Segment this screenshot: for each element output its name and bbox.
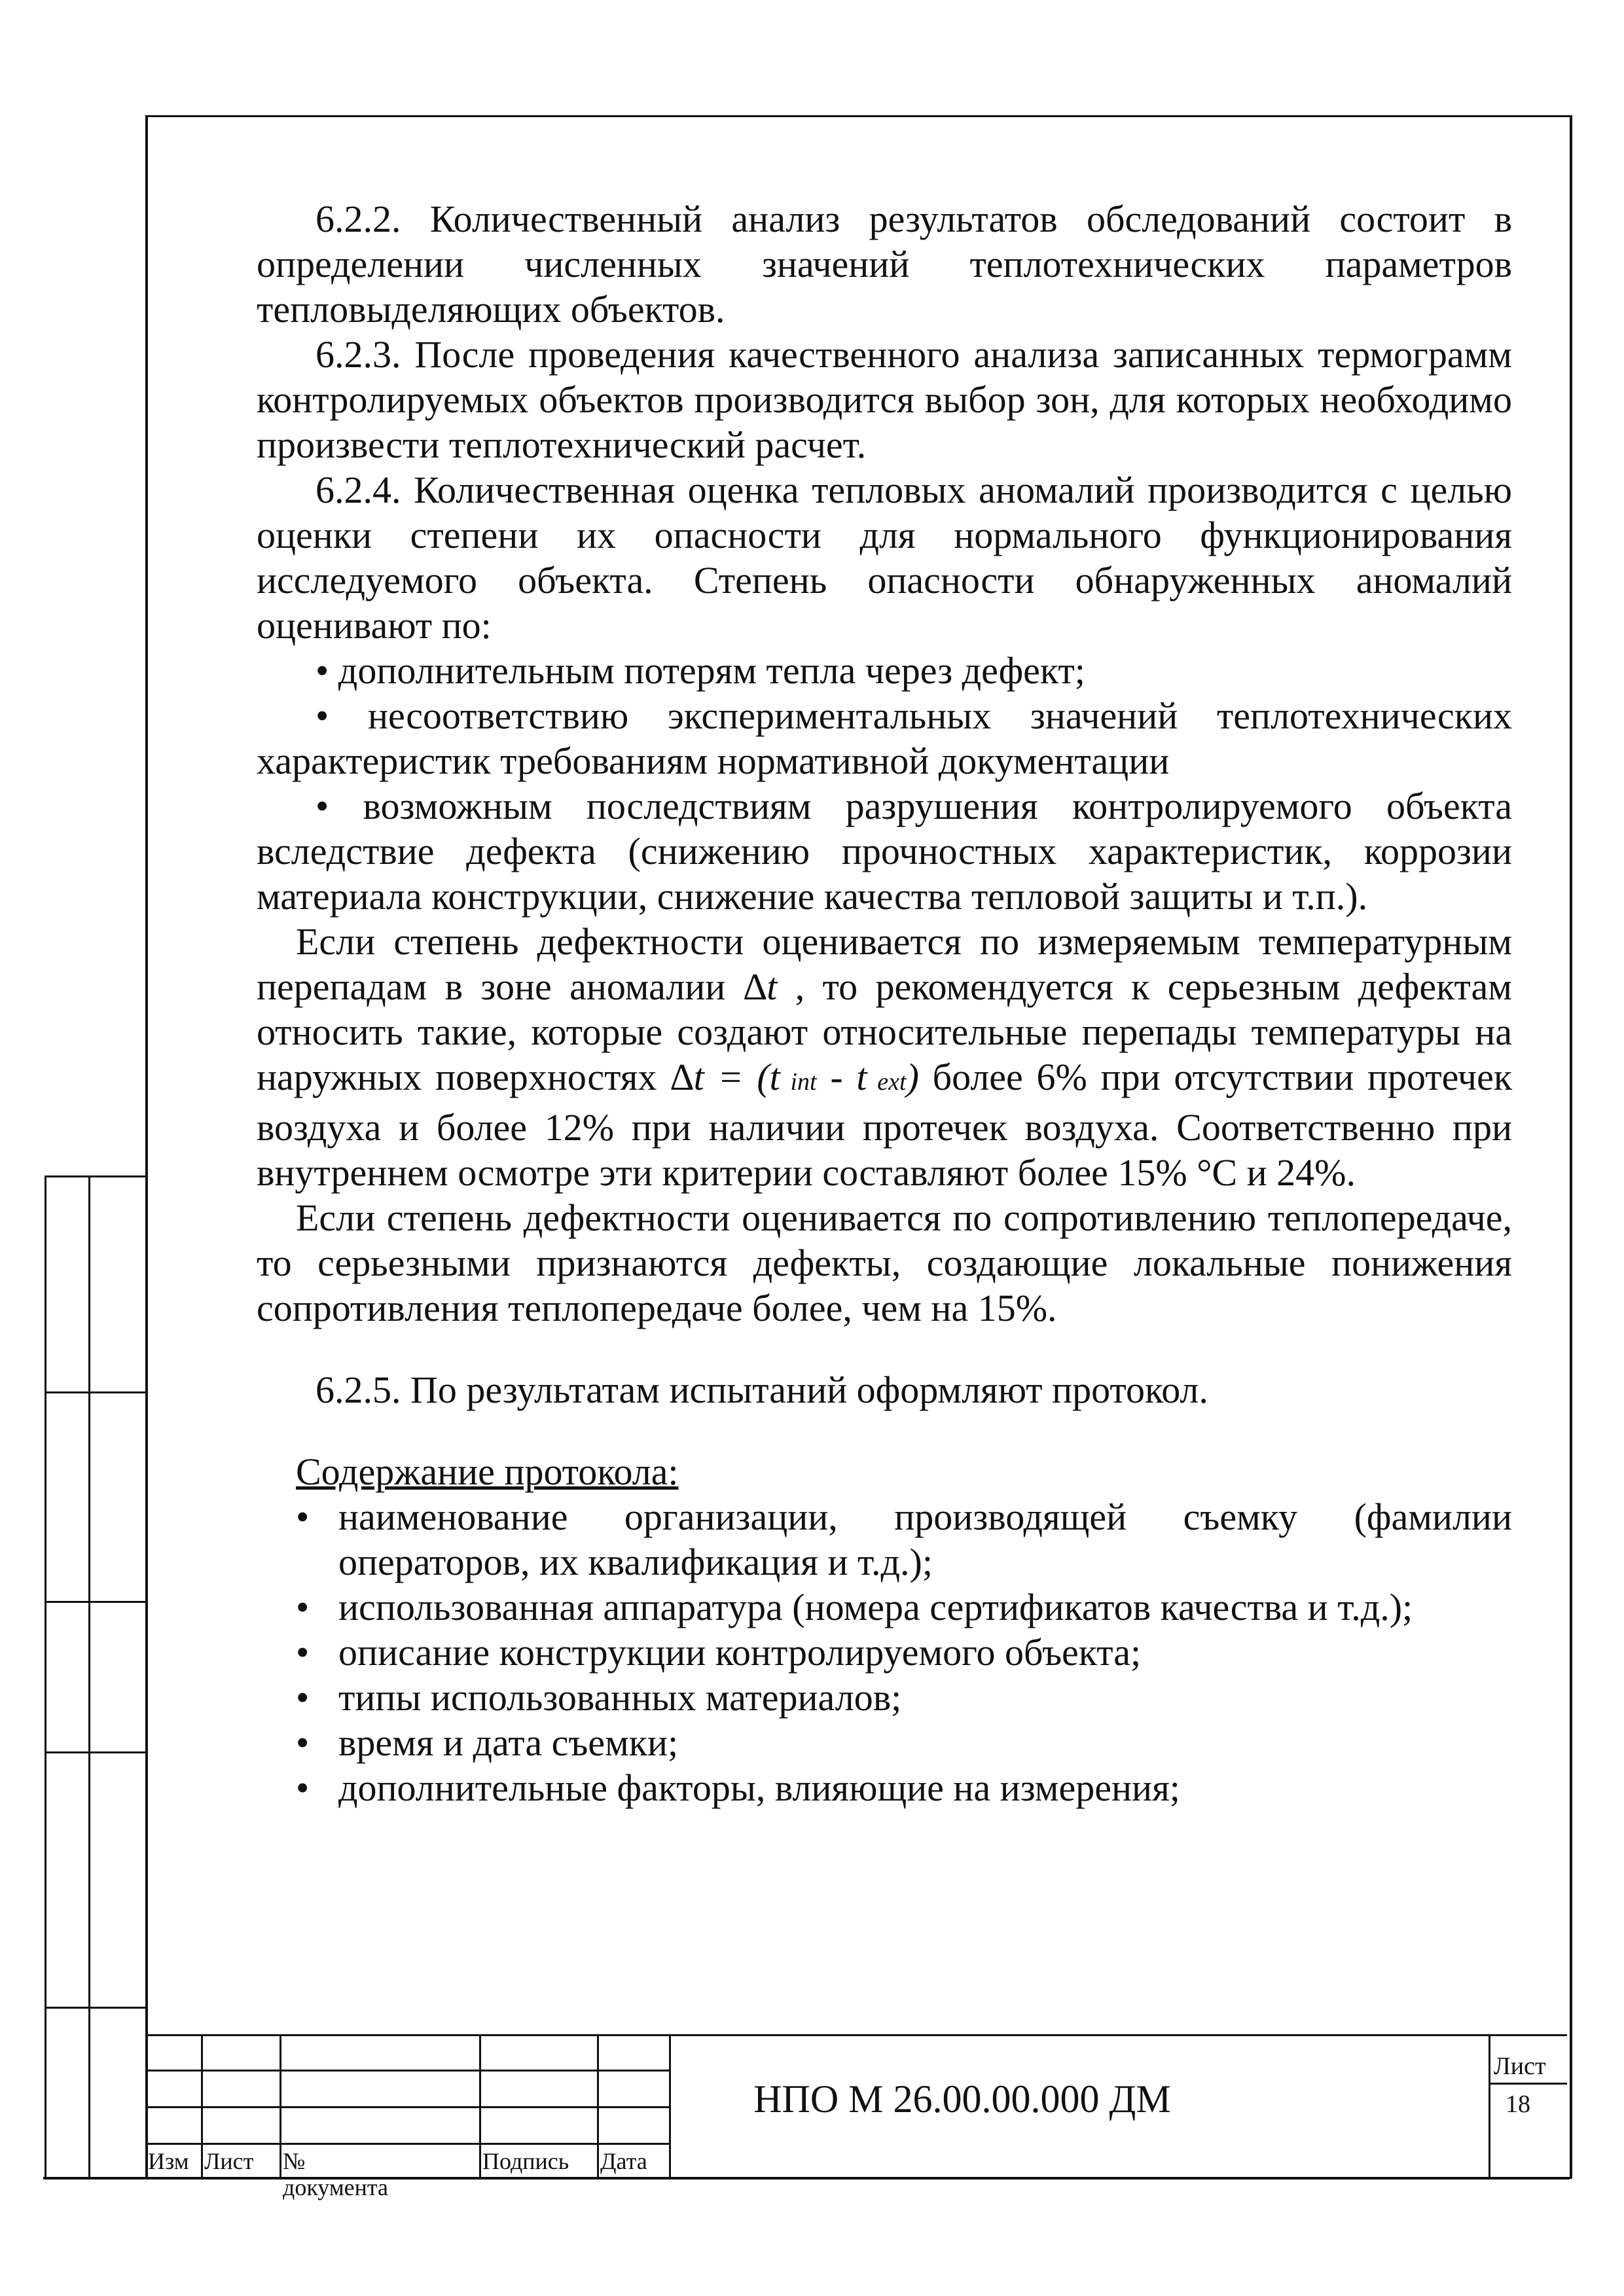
paragraph-temperature-criteria bbox=[257, 919, 1512, 1195]
paragraph-6-2-5: 6.2.5. По результатам испытаний оформляют протокол. bbox=[316, 1369, 1208, 1411]
list-item: • дополнительные факторы, влияющие на измерения; bbox=[296, 1767, 1180, 1809]
list-item: • типы использованных материалов; bbox=[296, 1676, 902, 1719]
col-document-label: № документа bbox=[283, 2148, 388, 2200]
paragraph-6-2-2: 6.2.2. Количественный анализ результатов обследований состоит в определении численных значений теплотехнических параметров тепловыделяющих объектов. bbox=[257, 198, 1512, 331]
list-item: • использованная аппаратура (номера сертификатов качества и т.д.); bbox=[296, 1586, 1413, 1628]
sheet-number: 18 bbox=[1506, 2090, 1530, 2118]
document-body bbox=[257, 196, 1512, 1810]
formula-part-c: ) bbox=[906, 1056, 919, 1098]
criterion-item-1: • дополнительным потерям тепла через дефект; bbox=[316, 649, 1085, 692]
temperature-text-c: более 6% при отсутствии протечек воздуха и более 12% при наличии протечек воздуха. Соответственно при внутреннем осмотре эти критерии составляют более 15% °С и 24%. bbox=[257, 1056, 1513, 1194]
list-item: • время и дата съемки; bbox=[296, 1721, 679, 1764]
protocol-contents-heading: Содержание протокола: bbox=[296, 1450, 679, 1493]
col-signature-label: Подпись bbox=[482, 2148, 569, 2174]
frame-bottom-line bbox=[43, 2177, 1570, 2179]
paragraph-6-2-4: 6.2.4. Количественная оценка тепловых аномалий производится с целью оценки степени их опасности для нормального функционирования исследуемого объекта. Степень опасности обнаруженных аномалий оценивают по: bbox=[257, 469, 1512, 647]
col-list-label: Лист bbox=[204, 2148, 254, 2174]
paragraph-resistance-criteria: Если степень дефектности оценивается по сопротивлению теплопередаче, то серьезными признаются дефекты, создающие локальные понижения сопротивления теплопередаче более, чем на 15%. bbox=[257, 1196, 1512, 1329]
criterion-item-2: • несоответствию экспериментальных значений теплотехнических характеристик требованиям нормативной документации bbox=[257, 694, 1512, 782]
col-date-label: Дата bbox=[600, 2148, 647, 2174]
temperature-text-b: , то рекомендуется к серьезным дефектам относить такие, которые создают относительные перепады температуры на наружных поверхностях bbox=[257, 965, 1512, 1098]
criterion-item-3: • возможным последствиям разрушения контролируемого объекта вследствие дефекта (снижению прочностных характеристик, коррозии материала конструкции, снижение качества тепловой защиты и т.п.). bbox=[257, 785, 1512, 918]
col-izm-label: Изм bbox=[148, 2148, 189, 2174]
protocol-contents-list bbox=[257, 1494, 1512, 1810]
list-item: • наименование организации, производящей съемку (фамилии операторов, их квалификация и т.д.); bbox=[296, 1496, 1512, 1583]
formula-subscript-int: int bbox=[780, 1068, 817, 1096]
document-code: НПО М 26.00.00.000 ДМ bbox=[753, 2077, 1171, 2121]
delta-t-symbol: ∆t bbox=[743, 965, 778, 1008]
list-item: • описание конструкции контролируемого объекта; bbox=[296, 1631, 1142, 1674]
sheet-label: Лист bbox=[1494, 2053, 1546, 2080]
formula-subscript-ext: ext bbox=[867, 1068, 907, 1096]
formula-part-a: ∆t = (t bbox=[670, 1056, 780, 1098]
temperature-text-a: Если степень дефектности оценивается по измеряемым температурным перепадам в зоне аномалии bbox=[257, 920, 1512, 1008]
paragraph-6-2-3: 6.2.3. После проведения качественного анализа записанных термограмм контролируемых объектов производится выбор зон, для которых необходимо произвести теплотехнический расчет. bbox=[257, 333, 1512, 466]
formula-part-b: - t bbox=[816, 1056, 867, 1098]
